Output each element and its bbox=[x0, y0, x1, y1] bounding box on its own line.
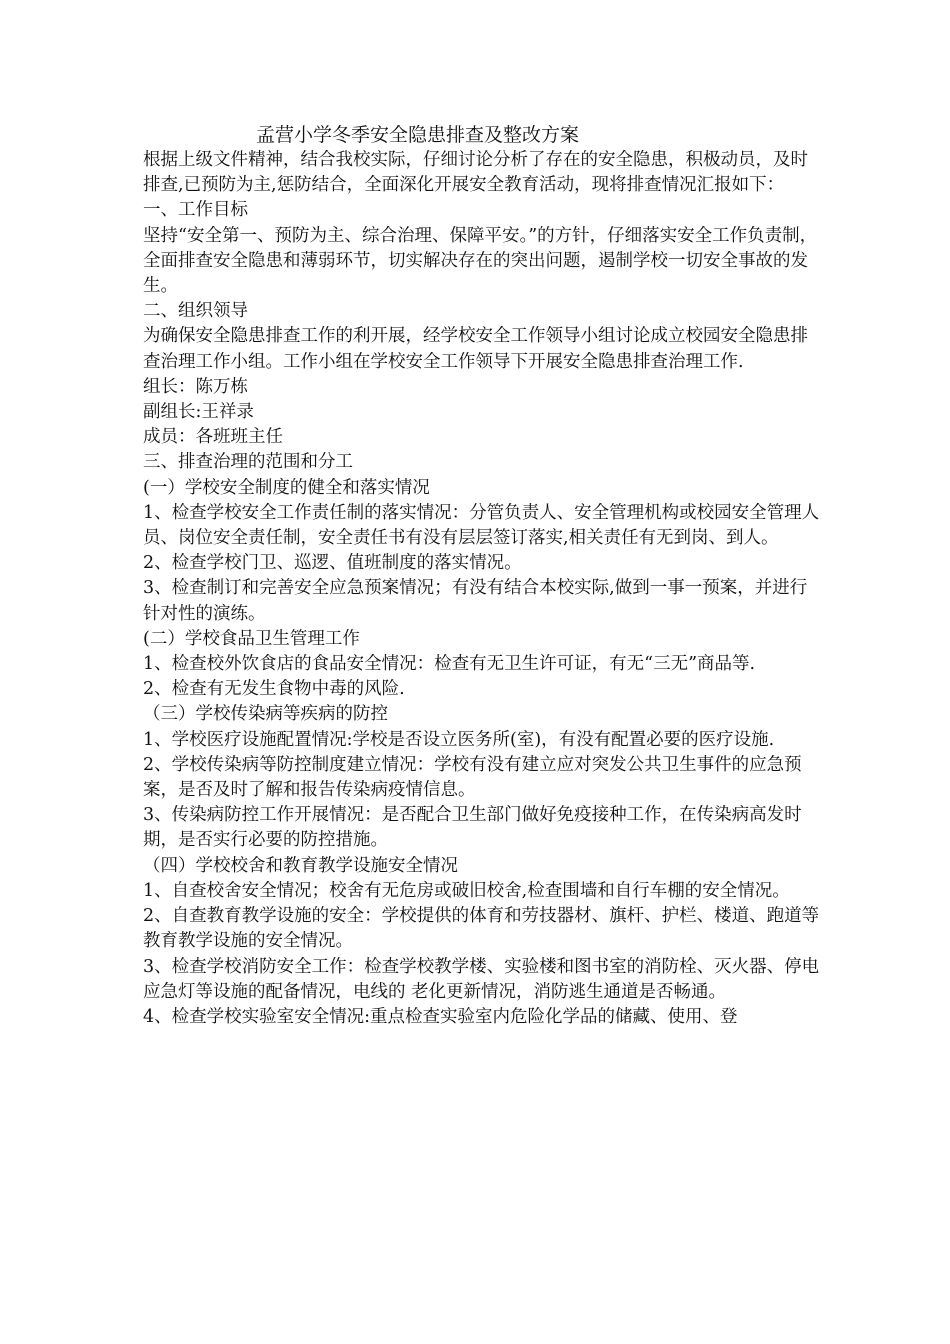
section-heading: 一、工作目标 bbox=[143, 200, 248, 221]
list-item: 1、检查学校安全工作责任制的落实情况：分管负责人、安全管理机构或校园安全管理人员、岗位安全责任制，安全责任书有没有层层签订落实,相关责任有无到岗、到人。 bbox=[143, 502, 820, 549]
list-item: 3、检查学校消防安全工作：检查学校教学楼、实验楼和图书室的消防栓、灭火器、停电应急灯等设施的配备情况，电线的 老化更新情况，消防逃生通道是否畅通。 bbox=[143, 956, 820, 1002]
list-item: 1、检查校外饮食店的食品安全情况：检查有无卫生许可证，有无“三无”商品等. bbox=[143, 654, 756, 675]
list-item: 2、学校传染病等防控制度建立情况：学校有没有建立应对突发公共卫生事件的应急预案，是否及时了解和报告传染病疫情信息。 bbox=[143, 754, 802, 801]
paragraph: 副组长:王祥录 bbox=[143, 402, 254, 423]
section-heading: 三、排查治理的范围和分工 bbox=[143, 452, 353, 473]
subsection-heading: （四）学校校舍和教育教学设施安全情况 bbox=[143, 855, 458, 876]
list-item: 3、检查制订和完善安全应急预案情况；有没有结合本校实际,做到一事一预案，并进行针对性的演练。 bbox=[143, 578, 808, 624]
list-item: 1、自查校舍安全情况；校舍有无危房或破旧校舍,检查围墙和自行车棚的安全情况。 bbox=[143, 880, 790, 901]
list-item: 1、学校医疗设施配置情况:学校是否设立医务所(室)，有没有配置必要的医疗设施. bbox=[143, 729, 775, 750]
list-item: 4、检查学校实验室安全情况:重点检查实验室内危险化学品的储藏、使用、登 bbox=[143, 1006, 738, 1027]
list-item: 3、传染病防控工作开展情况：是否配合卫生部门做好免疫接种工作，在传染病高发时期，是否实行必要的防控措施。 bbox=[143, 805, 802, 851]
list-item: 2、检查学校门卫、巡逻、值班制度的落实情况。 bbox=[143, 553, 522, 574]
list-item: 2、自查教育教学设施的安全：学校提供的体育和劳技器材、旗杆、护栏、楼道、跑道等教育教学设施的安全情况。 bbox=[143, 906, 820, 952]
paragraph: 根据上级文件精神，结合我校实际，仔细讨论分析了存在的安全隐患，积极动员，及时排查,已预防为主,惩防结合，全面深化开展安全教育活动，现将排查情况汇报如下： bbox=[143, 150, 808, 196]
subsection-heading: (一）学校安全制度的健全和落实情况 bbox=[143, 477, 430, 498]
document-body bbox=[143, 122, 823, 1030]
paragraph: 坚持“安全第一、预防为主、综合治理、保障平安。”的方针，仔细落实安全工作负责制， bbox=[143, 225, 818, 246]
subsection-heading: (二）学校食品卫生管理工作 bbox=[143, 628, 360, 649]
list-item: 2、检查有无发生食物中毒的风险. bbox=[143, 679, 405, 700]
paragraph: 全面排查安全隐患和薄弱环节，切实解决存在的突出问题，遏制学校一切安全事故的发生。 bbox=[143, 250, 808, 297]
paragraph: 成员：各班班主任 bbox=[143, 427, 283, 448]
document-title: 孟营小学冬季安全隐患排查及整改方案 bbox=[256, 124, 580, 146]
subsection-heading: （三）学校传染病等疾病的防控 bbox=[143, 704, 388, 725]
section-heading: 二、组织领导 bbox=[143, 301, 248, 322]
paragraph: 组长：陈万栋 bbox=[143, 376, 248, 397]
paragraph: 为确保安全隐患排查工作的利开展，经学校安全工作领导小组讨论成立校园安全隐患排查治理工作小组。工作小组在学校安全工作领导下开展安全隐患排查治理工作. bbox=[143, 326, 808, 372]
